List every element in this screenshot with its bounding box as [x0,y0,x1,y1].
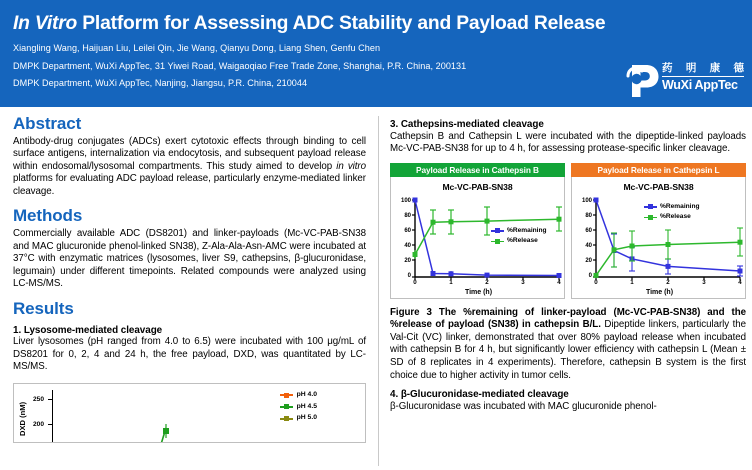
cb-ytick-0: 0 [407,272,411,279]
lysosome-chart-data-points [144,424,184,443]
cb-xtick-4: 4 [557,278,561,286]
cathepsin-b-xlabel: Time (h) [464,288,493,296]
cl-xtick-4: 4 [738,278,742,286]
cl-legend-release [644,214,700,221]
cb-xtick-1: 1 [449,278,453,286]
legend-marker-ph45-icon [280,406,293,408]
cl-legend-remaining [644,204,700,211]
lysosome-ytick-200: 200 [32,420,44,428]
cathepsin-b-plot-area [391,193,566,297]
abstract-text-part2: platforms for evaluating ADC payload release, particularly enzyme-mediated linker cleavage. [13,173,366,197]
cl-ytick-100: 100 [581,197,592,204]
results-heading: Results [13,298,74,318]
result4-text: β-Glucuronidase was incubated with MAC glucuronide phenol- [390,400,657,412]
cl-xtick-1: 1 [630,278,634,286]
cathepsin-l-plot-area [572,193,747,297]
cl-legend-label-remaining: %Remaining [660,202,700,210]
logo-cn-char-4: 德 [733,62,744,74]
result1-text: Liver lysosomes (pH ranged from 4.0 to 6.5) were incubated with 100 μg/mL of DS8201 for 0, 2, 4 and 24 h, the free payload, DXD, was quantitated by LC-MS/MS. [13,336,366,373]
cl-legend-marker-remaining-icon [644,206,657,208]
cb-legend-marker-remaining-icon [491,230,504,232]
legend-marker-ph40-icon [280,394,293,396]
title-italic-part: In Vitro [13,13,78,34]
cl-xtick-2: 2 [666,278,670,286]
result4-heading: 4. β-Glucuronidase-mediated cleavage [390,389,569,401]
cl-xtick-3: 3 [702,278,706,286]
column-divider [378,116,379,466]
lysosome-ytickmark-200 [48,424,52,425]
cathepsin-l-chart-title: Mc-VC-PAB-SN38 [623,181,694,192]
figure3-caption-rest: Dipeptide linkers, particularly the Val-Cit (VC) linker, demonstrated that over 80% payload release when incubated with cathepsin B for 4 h, but significantly lower efficiency with cathepsin L (Mean ± SD of 8 replicates in 4 experiments). Therefore, cathepsin B system is the first choice due to higher activity in tumor cells. [390,319,746,381]
cb-xtick-3: 3 [521,278,525,286]
cb-xtick-0: 0 [413,278,417,286]
logo-cn-char-2: 明 [685,62,697,74]
lysosome-chart-ylabel: DXD (nM) [18,401,27,436]
logo-cn-char-3: 康 [709,62,721,74]
cathepsin-l-legend [644,204,700,225]
header-text-block [13,14,622,88]
cb-xtick-2: 2 [485,278,489,286]
methods-text: Commercially available ADC (DS8201) and linker-payloads (Mc-VC-PAB-SN38 and MAC glucuronide phenol-linked SN38), Z-Ala-Ala-Asn-AMC were incubated at 37°C with enzymatic matrices (lysosomes, liver S9, cathepsins, β-glucuronidase, legumain) under different timepoints. Related compounds were analyzed using LC-MS/MS. [13,228,366,290]
cathepsin-b-chart-title: Mc-VC-PAB-SN38 [442,181,513,192]
legend-label-ph50: pH 5.0 [296,414,317,422]
cb-legend-label-remaining: %Remaining [507,226,547,234]
logo-chinese-chars [662,63,744,77]
result1-heading: 1. Lysosome-mediated cleavage [13,324,163,336]
figure3-caption [390,307,746,383]
cb-legend-release [491,238,547,245]
cb-legend-marker-release-icon [491,241,504,243]
legend-item-ph40 [280,392,317,399]
wuxi-logo-wordmark [662,63,744,91]
cathepsin-b-legend [491,228,547,249]
lysosome-chart-y-axis [52,390,53,443]
logo-cn-char-1: 药 [662,62,673,74]
wuxi-apptec-logo [626,62,744,102]
title-rest-part: Platform for Assessing ADC Stability and Payload Release [77,13,606,34]
cb-legend-label-release: %Release [507,237,538,245]
cl-legend-marker-release-icon [644,217,657,219]
cl-legend-label-release: %Release [660,213,691,221]
legend-item-ph45 [280,404,317,411]
lysosome-chart-legend [280,392,317,427]
cb-ytick-20: 20 [404,257,411,264]
lysosome-ytick-250: 250 [32,395,44,403]
affiliation-line-1: DMPK Department, WuXi AppTec, 31 Yiwei Road, Waigaoqiao Free Trade Zone, Shanghai, P.R. China, 200131 [13,60,467,71]
cathepsin-l-chart-header: Payload Release in Cathepsin L [571,163,746,177]
affiliation-line-2: DMPK Department, WuXi AppTec, Nanjing, Jiangsu, P.R. China, 210044 [13,77,308,88]
lysosome-ytickmark-250 [48,399,52,400]
page-title [13,14,622,34]
methods-heading: Methods [13,206,83,226]
left-column [13,115,366,443]
cl-ytick-60: 60 [585,227,592,234]
legend-label-ph40: pH 4.0 [296,390,317,398]
right-column [390,115,746,413]
cb-ytick-80: 80 [404,212,411,219]
cl-xtick-0: 0 [594,278,598,286]
cathepsin-l-chart-box [571,177,746,299]
abstract-text [13,136,366,199]
result3-heading: 3. Cathepsins-mediated cleavage [390,119,544,130]
wuxi-logo-mark-icon [626,62,660,100]
legend-marker-ph50-icon [280,418,293,420]
abstract-heading: Abstract [13,114,82,133]
cathepsin-l-chart-panel [571,163,746,299]
cl-ytick-0: 0 [588,272,592,279]
cl-ytick-20: 20 [585,257,592,264]
lysosome-dxd-chart [13,383,366,443]
result3-text: Cathepsin B and Cathepsin L were incubated with the dipeptide-linked payloads Mc-VC-PAB-SN38 for up to 4 h, for assessing protease-specific linker cleavage. [390,130,746,155]
cb-legend-remaining [491,228,547,235]
cl-ytick-40: 40 [585,242,592,249]
author-list: Xiangling Wang, Haijuan Liu, Leilei Qin, Jie Wang, Qianyu Dong, Liang Shen, Genfu Chen [13,43,381,54]
cb-ytick-60: 60 [404,227,411,234]
cathepsin-l-xlabel: Time (h) [645,288,674,296]
abstract-text-part1: Antibody-drug conjugates (ADCs) exert cytotoxic effects through binding to cell surface antigens, internalization via endocytosis, and subsequent payload release within endosomal/lysosomal compartments. This study aimed to develop [13,135,366,172]
legend-item-ph50 [280,415,317,422]
legend-label-ph45: pH 4.5 [296,402,317,410]
cb-ytick-100: 100 [400,197,411,204]
cathepsin-b-chart-box [390,177,565,299]
cathepsin-b-chart-panel [390,163,565,299]
poster-header [0,0,752,107]
figure3-caption-bold: Figure 3 The %remaining of linker-payload (Mc-VC-PAB-SN38) and the %release of payload (SN38) in cathepsin B/L. [390,306,746,331]
cl-ytick-80: 80 [585,212,592,219]
cb-ytick-40: 40 [404,242,411,249]
cathepsin-charts-row [390,163,746,299]
cathepsin-b-chart-header: Payload Release in Cathepsin B [390,163,565,177]
abstract-italic: in vitro [336,160,366,172]
logo-english-text: WuXi AppTec [662,77,738,92]
